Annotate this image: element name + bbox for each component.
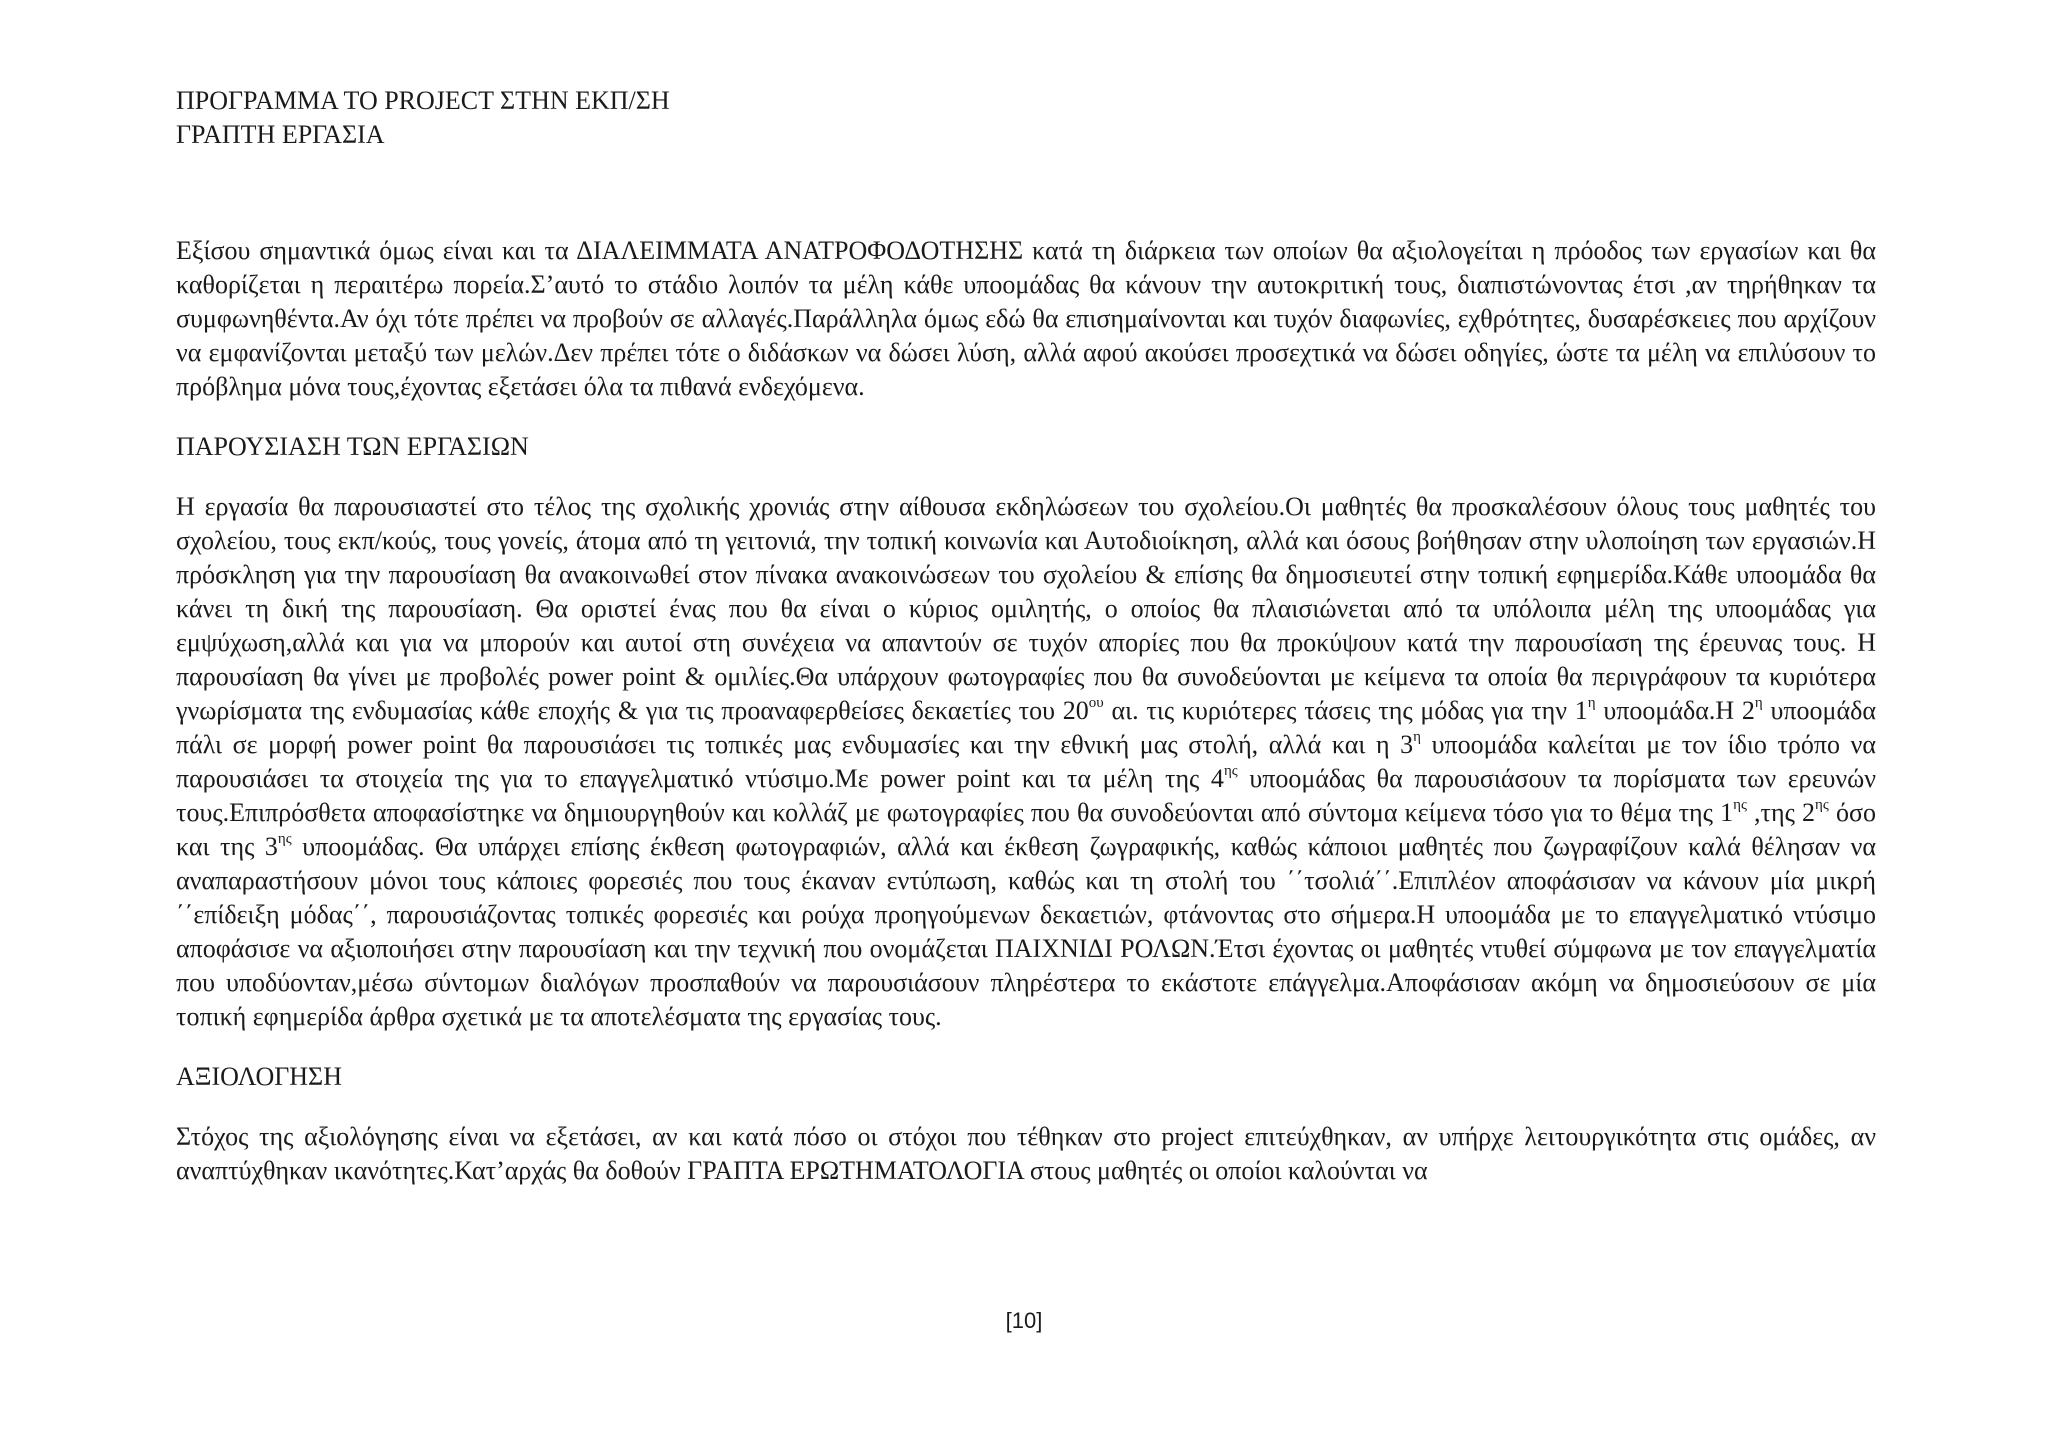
superscript: η [1587, 695, 1596, 712]
page-number: [10] [1005, 1308, 1043, 1333]
text-run: υποομάδα.Η 2 [1595, 696, 1755, 725]
superscript: ης [1223, 763, 1238, 780]
text-run: υποομάδα πάλι σε μορφή power point θα παρουσιάσει τις τοπικές μας ενδυμασίες και την εθνική μας στολή, αλλά και η 3 [176, 696, 1876, 759]
text-run: υποομάδας. Θα υπάρχει επίσης έκθεση φωτογραφιών, αλλά και έκθεση ζωγραφικής, καθώς κάποιοι μαθητές που ζωγραφίζουν καλά θέλησαν να αναπαραστήσουν μόνοι τους κάποιες φορεσιές που τους έκαναν εντύπωση, καθώς και τη στολή του ΄΄τσολιά΄΄.Επιπλέον αποφάσισαν να κάνουν μία μικρή ΄΄επίδειξη μόδας΄΄, παρουσιάζοντας τοπικές φορεσιές και ρούχα προηγούμενων δεκαετιών, φτάνοντας στο σήμερα.Η υποομάδα με το επαγγελματικό ντύσιμο αποφάσισε να αξιοποιήσει στην παρουσίαση και την τεχνική που ονομάζεται ΠΑΙΧΝΙΔΙ ΡΟΛΩΝ.Έτσι έχοντας οι μαθητές ντυθεί σύμφωνα με τον επαγγελματία που υποδύονταν,μέσω σύντομων διαλόγων προσπαθούν να παρουσιάσουν πληρέστερα το εκάστοτε επάγγελμα.Αποφάσισαν ακόμη να δημοσιεύσουν σε μία τοπική εφημερίδα άρθρα σχετικά με τα αποτελέσματα της εργασίας τους. [176, 832, 1876, 1031]
text-run: υποομάδας θα παρουσιάσουν τα πορίσματα των ερευνών τους.Επιπρόσθετα αποφασίστηκε να δημιουργηθούν και κολλάζ με φωτογραφίες που θα συνοδεύονται από σύντομα κείμενα τόσο για το θέμα της 1 [176, 764, 1877, 827]
superscript: ου [1088, 695, 1104, 712]
paragraph-presentation [176, 490, 1876, 1034]
text-run: αι. τις κυριότερες τάσεις της μόδας για την 1 [1103, 696, 1588, 725]
document-header [176, 84, 1876, 152]
text-run: ,της 2 [1746, 798, 1816, 827]
text-run: υποομάδα καλείται με τον ίδιο τρόπο να παρουσιάσει τα στοιχεία της για το επαγγελματικό ντύσιμο.Με power point και τα μέλη της 4 [176, 730, 1876, 793]
header-title-line2: ΓΡΑΠΤΗ ΕΡΓΑΣΙΑ [176, 120, 385, 149]
paragraph-evaluation: Στόχος της αξιολόγησης είναι να εξετάσει, αν και κατά πόσο οι στόχοι που τέθηκαν στο project επιτεύχθηκαν, αν υπήρχε λειτουργικότητα στις ομάδες, αν αναπτύχθηκαν ικανότητες.Κατ’αρχάς θα δοθούν ΓΡΑΠΤΑ ΕΡΩΤΗΜΑΤΟΛΟΓΙΑ στους μαθητές οι οποίοι καλούνται να [176, 1122, 1876, 1185]
superscript: η [1754, 695, 1763, 712]
superscript: η [1413, 729, 1422, 746]
text-run: όσο και της 3 [176, 798, 1877, 861]
header-title-line1: ΠΡΟΓΡΑΜΜΑ ΤΟ PROJECT ΣΤΗΝ ΕΚΠ/ΣΗ [176, 86, 670, 115]
section-heading-evaluation: ΑΞΙΟΛΟΓΗΣΗ [176, 1062, 342, 1091]
superscript: ης [277, 831, 292, 848]
superscript: ης [1733, 797, 1747, 814]
section-heading-presentation: ΠΑΡΟΥΣΙΑΣΗ ΤΩΝ ΕΡΓΑΣΙΩΝ [176, 432, 529, 461]
text-run: Η εργασία θα παρουσιαστεί στο τέλος της σχολικής χρονιάς στην αίθουσα εκδηλώσεων του σχολείου.Οι μαθητές θα προσκαλέσουν όλους τους μαθητές του σχολείου, τους εκπ/κούς, τους γονείς, άτομα από τη γειτονιά, την τοπική κοινωνία και Αυτοδιοίκηση, αλλά και όσους βοήθησαν στην υλοποίηση των εργασιών.Η πρόσκληση για την παρουσίαση θα ανακοινωθεί στον πίνακα ανακοινώσεων του σχολείου & επίσης θα δημοσιευτεί στην τοπική εφημερίδα.Κάθε υποομάδα θα κάνει τη δική της παρουσίαση. Θα οριστεί ένας που θα είναι ο κύριος ομιλητής, ο οποίος θα πλαισιώνεται από τα υπόλοιπα μέλη της υποομάδας για εμψύχωση,αλλά και για να μπορούν και αυτοί στη συνέχεια να απαντούν σε τυχόν απορίες που θα προκύψουν κατά την παρουσίαση της έρευνας τους. Η παρουσίαση θα γίνει με προβολές power point & ομιλίες.Θα υπάρχουν φωτογραφίες που θα συνοδεύονται με κείμενα τα οποία θα περιγράφουν τα κυριότερα γνωρίσματα της ενδυμασίας κάθε εποχής & για τις προαναφερθείσες δεκαετίες του 20 [176, 492, 1876, 725]
paragraph-feedback-breaks: Εξίσου σημαντικά όμως είναι και τα ΔΙΑΛΕΙΜΜΑΤΑ ΑΝΑΤΡΟΦΟΔΟΤΗΣΗΣ κατά τη διάρκεια των οποίων θα αξιολογείται η πρόοδος των εργασίων και θα καθορίζεται η περαιτέρω πορεία.Σ’αυτό το στάδιο λοιπόν τα μέλη κάθε υποομάδας θα κάνουν την αυτοκριτική τους, διαπιστώνοντας έτσι ,αν τηρήθηκαν τα συμφωνηθέντα.Αν όχι τότε πρέπει να προβούν σε αλλαγές.Παράλληλα όμως εδώ θα επισημαίνονται και τυχόν διαφωνίες, εχθρότητες, δυσαρέσκειες που αρχίζουν να εμφανίζονται μεταξύ των μελών.Δεν πρέπει τότε ο διδάσκων να δώσει λύση, αλλά αφού ακούσει προσεχτικά να δώσει οδηγίες, ώστε τα μέλη να επιλύσουν το πρόβλημα μόνα τους,έχοντας εξετάσει όλα τα πιθανά ενδεχόμενα. [176, 236, 1876, 401]
superscript: ης [1815, 797, 1829, 814]
page-content [176, 84, 1876, 1188]
